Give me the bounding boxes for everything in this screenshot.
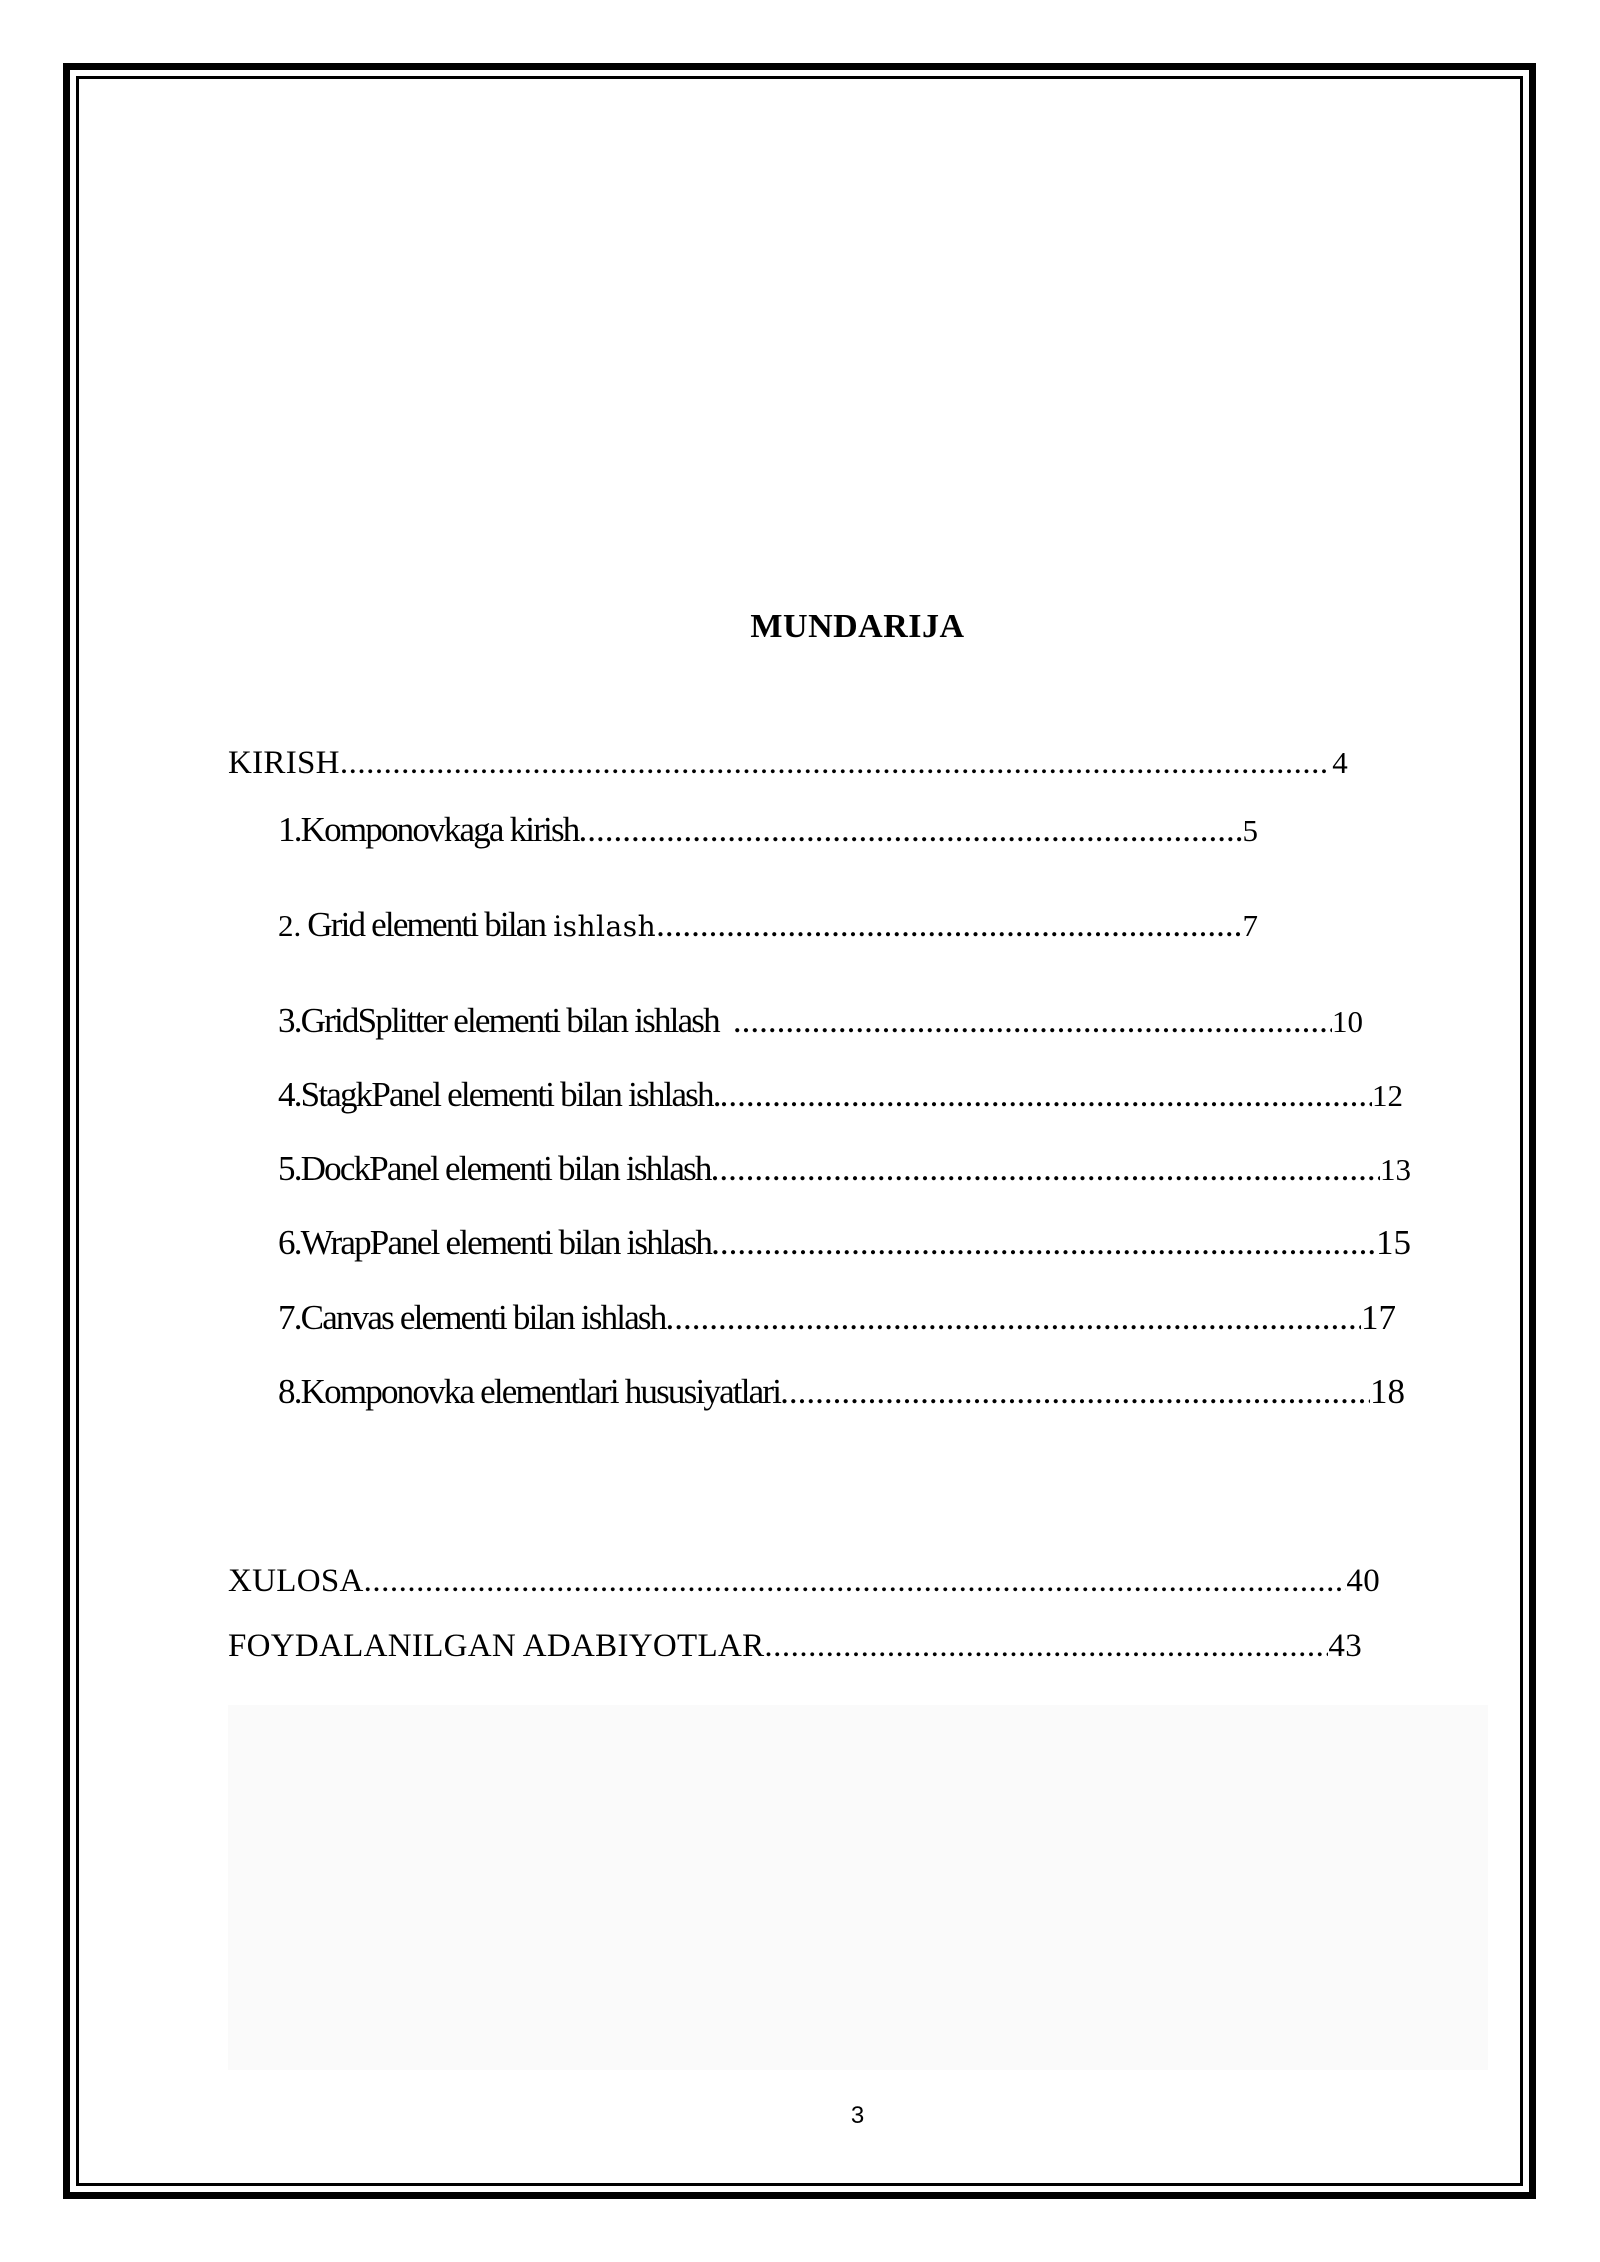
toc-entry-number: 3. — [278, 1001, 301, 1040]
toc-leader — [579, 810, 1243, 850]
page-title: MUNDARIJA — [750, 608, 965, 645]
toc-entry-label: GridSplitter elementi bilan ishlash — [300, 1001, 719, 1040]
toc-entry-label: Komponovkaga kirish — [300, 810, 579, 849]
toc-entry-2[interactable] — [278, 905, 1258, 945]
toc-entry-1[interactable] — [278, 810, 1258, 850]
toc-entry-3[interactable] — [278, 1001, 1363, 1041]
toc-entry-number: 7. — [278, 1298, 301, 1337]
toc-entry-page: 12 — [1372, 1078, 1403, 1113]
toc-entry-kirish[interactable] — [228, 745, 1348, 782]
toc-leader — [764, 1628, 1328, 1665]
toc-entry-4[interactable] — [278, 1075, 1403, 1115]
toc-entry-xulosa[interactable] — [228, 1563, 1380, 1600]
toc-entry-page: 10 — [1332, 1004, 1363, 1039]
toc-entry-number: 1. — [278, 810, 301, 849]
toc-leader — [656, 905, 1242, 945]
toc-entry-label: XULOSA — [228, 1563, 364, 1599]
toc-entry-number: 6. — [278, 1223, 301, 1262]
toc-leader — [733, 1001, 1332, 1041]
page-number: 3 — [850, 2102, 865, 2129]
toc-entry-label-suffix: ishlash — [553, 910, 657, 943]
toc-leader — [711, 1223, 1376, 1263]
toc-entry-page: 40 — [1346, 1563, 1380, 1599]
toc-entry-number: 8. — [278, 1372, 301, 1411]
toc-leader — [780, 1372, 1370, 1412]
toc-entry-label: StagkPanel elementi bilan ishlash. — [300, 1075, 720, 1114]
toc-leader — [711, 1149, 1380, 1189]
toc-entry-8[interactable] — [278, 1372, 1405, 1412]
toc-leader — [720, 1075, 1372, 1115]
toc-entry-page: 17 — [1361, 1298, 1396, 1337]
toc-entry-label: KIRISH — [228, 745, 340, 781]
toc-entry-page: 5 — [1242, 813, 1258, 848]
toc-entry-references[interactable] — [228, 1628, 1362, 1665]
toc-entry-label: Canvas elementi bilan ishlash — [300, 1298, 666, 1337]
toc-entry-label: Grid elementi bilan — [307, 905, 546, 944]
blank-area — [228, 1705, 1488, 2070]
toc-leader — [364, 1563, 1347, 1600]
toc-entry-number: 4. — [278, 1075, 301, 1114]
toc-entry-page: 43 — [1328, 1628, 1362, 1664]
toc-entry-page: 7 — [1242, 908, 1258, 943]
toc-entry-label: Komponovka elementlari hususiyatlari — [300, 1372, 781, 1411]
toc-entry-6[interactable] — [278, 1223, 1411, 1263]
toc-leader — [340, 745, 1328, 782]
toc-leader — [665, 1298, 1361, 1338]
toc-entry-5[interactable] — [278, 1149, 1411, 1189]
toc-entry-page: 15 — [1376, 1223, 1411, 1262]
toc-entry-page: 4 — [1332, 745, 1348, 780]
toc-entry-label: DockPanel elementi bilan ishlash — [300, 1149, 711, 1188]
toc-entry-7[interactable] — [278, 1298, 1396, 1338]
toc-entry-page: 18 — [1370, 1372, 1405, 1411]
toc-entry-label: FOYDALANILGAN ADABIYOTLAR — [228, 1628, 765, 1664]
toc-entry-number: 5. — [278, 1149, 301, 1188]
toc-entry-page: 13 — [1380, 1152, 1411, 1187]
toc-entry-label: WrapPanel elementi bilan ishlash — [300, 1223, 712, 1262]
toc-entry-number: 2. — [278, 908, 302, 943]
